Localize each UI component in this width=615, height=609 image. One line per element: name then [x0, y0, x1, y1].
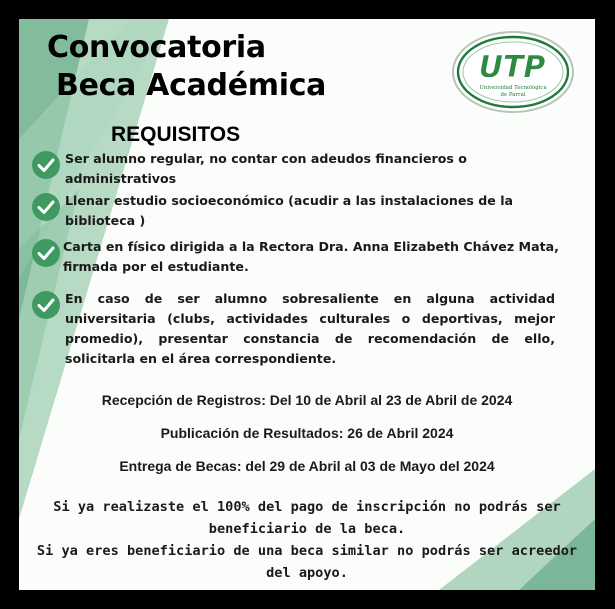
page-title — [47, 29, 326, 105]
logo-subtitle-1: Universidad Tecnológica — [479, 85, 547, 91]
results-date: Publicación de Resultados: 26 de Abril 2024 — [160, 425, 454, 441]
check-icon — [31, 150, 61, 180]
logo-text: UTP — [478, 50, 546, 85]
title-line-1: Convocatoria — [47, 30, 266, 65]
logo-subtitle-2: de Parral — [500, 92, 526, 98]
requirement-text: Ser alumno regular, no contar con adeudos financieros o administrativos — [65, 151, 467, 186]
requirements-title: REQUISITOS — [111, 123, 241, 146]
flyer-card — [19, 19, 595, 590]
requirement-text: Carta en físico dirigida a la Rectora Dra. Anna Elizabeth Chávez Mata, firmada por el estudiante. — [63, 239, 559, 274]
note-line: del apoyo. — [266, 565, 348, 581]
title-line-2: Beca Académica — [56, 68, 327, 103]
requirement-text: En caso de ser alumno sobresaliente en alguna actividad universitaria (clubs, actividades culturales o deportivas, mejor promedio), presentar constancia de recomendación de ello, solicitarla en el área correspondiente. — [65, 291, 555, 366]
check-icon — [31, 238, 61, 268]
note-line: Si ya realizaste el 100% del pago de inscripción no podrás ser — [53, 499, 561, 515]
registration-dates: Recepción de Registros: Del 10 de Abril al 23 de Abril de 2024 — [101, 392, 513, 408]
utp-logo — [449, 27, 577, 117]
note-line: beneficiario de la beca. — [208, 521, 406, 537]
check-icon — [31, 290, 61, 320]
requirement-item — [31, 289, 555, 369]
requirement-item — [31, 149, 467, 189]
eligibility-notes — [29, 496, 585, 584]
requirement-text: Llenar estudio socioeconómico (acudir a las instalaciones de la biblioteca ) — [65, 193, 514, 228]
requirement-item — [31, 191, 513, 231]
note-line: Si ya eres beneficiario de una beca similar no podrás ser acreedor — [36, 543, 578, 559]
delivery-dates: Entrega de Becas: del 29 de Abril al 03 de Mayo del 2024 — [119, 458, 495, 474]
check-icon — [31, 192, 61, 222]
requirement-item — [31, 237, 559, 277]
